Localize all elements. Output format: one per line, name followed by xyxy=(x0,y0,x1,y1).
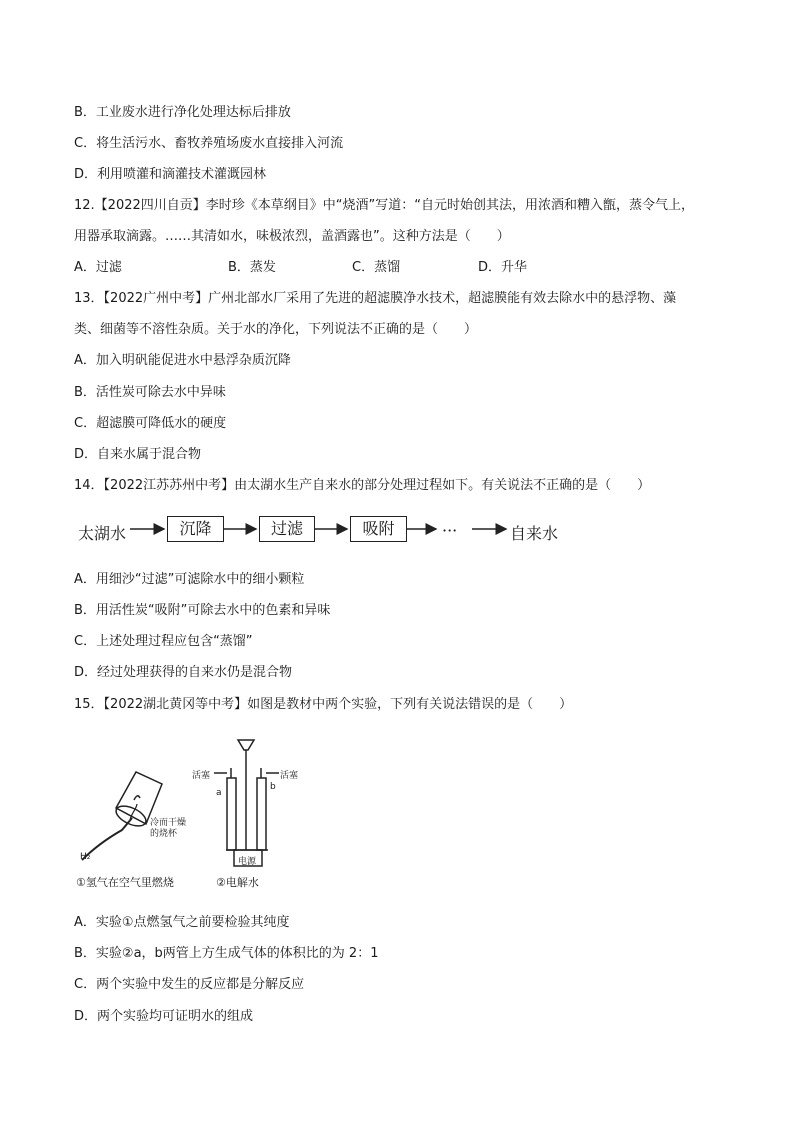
q11-option-d: D．利用喷灌和滴灌技术灌溉园林 xyxy=(74,167,267,182)
q13-stem-line1: 13．【2022广州中考】广州北部水厂采用了先进的超滤膜净水技术，超滤膜能有效去除水中的悬浮物、藻 xyxy=(74,291,677,306)
label-b: b xyxy=(270,782,276,792)
caption-experiment-2: ②电解水 xyxy=(216,876,259,889)
q12-stem-line1: 12.【2022四川自贡】李时珍《本草纲目》中“烧酒”写道：“自元时始创其法，用浓酒和糟入甑，蒸令气上， xyxy=(74,198,694,213)
q11-option-c: C．将生活污水、畜牧养殖场废水直接排入河流 xyxy=(74,136,344,151)
q12-option-d: D．升华 xyxy=(478,260,528,275)
label-power: 电源 xyxy=(238,857,257,867)
label-a: a xyxy=(216,788,222,798)
q13-option-b: B．活性炭可除去水中异味 xyxy=(74,385,226,400)
flowchart-arrows xyxy=(74,513,574,547)
q12-options xyxy=(74,259,634,277)
q14-option-a: A．用细沙“过滤”可滤除水中的细小颗粒 xyxy=(74,572,305,587)
q13-option-d: D．自来水属于混合物 xyxy=(74,447,202,462)
experiment-figure xyxy=(74,738,374,888)
flow-end: 自来水 xyxy=(510,524,559,543)
q15-stem: 15．【2022湖北黄冈等中考】如图是教材中两个实验，下列有关说法错误的是（ ） xyxy=(74,697,573,712)
q14-option-b: B．用活性炭“吸附”可除去水中的色素和异味 xyxy=(74,603,331,618)
label-valve-right: 活塞 xyxy=(280,771,299,781)
q11-option-b: B．工业废水进行净化处理达标后排放 xyxy=(74,105,291,120)
flow-step-sedimentation: 沉降 xyxy=(167,516,224,542)
q13-option-c: C．超滤膜可降低水的硬度 xyxy=(74,416,227,431)
q12-option-c: C．蒸馏 xyxy=(352,260,401,275)
q13-stem-line2: 类、细菌等不溶性杂质。关于水的净化，下列说法不正确的是（ ） xyxy=(74,322,478,337)
experiment-drawing xyxy=(74,738,374,874)
label-beaker: 冷而干燥的烧杯 xyxy=(150,818,187,839)
flow-start: 太湖水 xyxy=(78,524,127,543)
water-treatment-flowchart xyxy=(74,513,574,547)
q15-option-c: C．两个实验中发生的反应都是分解反应 xyxy=(74,977,305,992)
q12-stem-line2: 用器承取滴露。……其清如水，味极浓烈，盖酒露也”。这种方法是（ ） xyxy=(74,229,510,244)
q15-option-b: B．实验②a，b两管上方生成气体的体积比的为 2：1 xyxy=(74,946,379,961)
electrolysis-apparatus xyxy=(214,740,279,866)
q14-option-c: C．上述处理过程应包含“蒸馏” xyxy=(74,634,253,649)
q14-option-d: D．经过处理获得的自来水仍是混合物 xyxy=(74,665,293,680)
q13-option-a: A．加入明矾能促进水中悬浮杂质沉降 xyxy=(74,353,291,368)
q12-option-a: A．过滤 xyxy=(74,260,122,275)
flow-step-adsorption: 吸附 xyxy=(350,516,407,542)
q15-option-d: D．两个实验均可证明水的组成 xyxy=(74,1009,254,1024)
q15-option-a: A．实验①点燃氢气之前要检验其纯度 xyxy=(74,915,290,930)
q12-option-b: B．蒸发 xyxy=(228,260,276,275)
label-h2: H₂ xyxy=(80,852,91,862)
caption-experiment-1: ①氢气在空气里燃烧 xyxy=(76,876,174,889)
flow-step-filtration: 过滤 xyxy=(259,516,315,542)
flow-ellipsis: ··· xyxy=(442,521,458,540)
q14-stem: 14．【2022江苏苏州中考】由太湖水生产自来水的部分处理过程如下。有关说法不正确的是（ ） xyxy=(74,478,651,493)
label-valve-left: 活塞 xyxy=(192,771,211,781)
